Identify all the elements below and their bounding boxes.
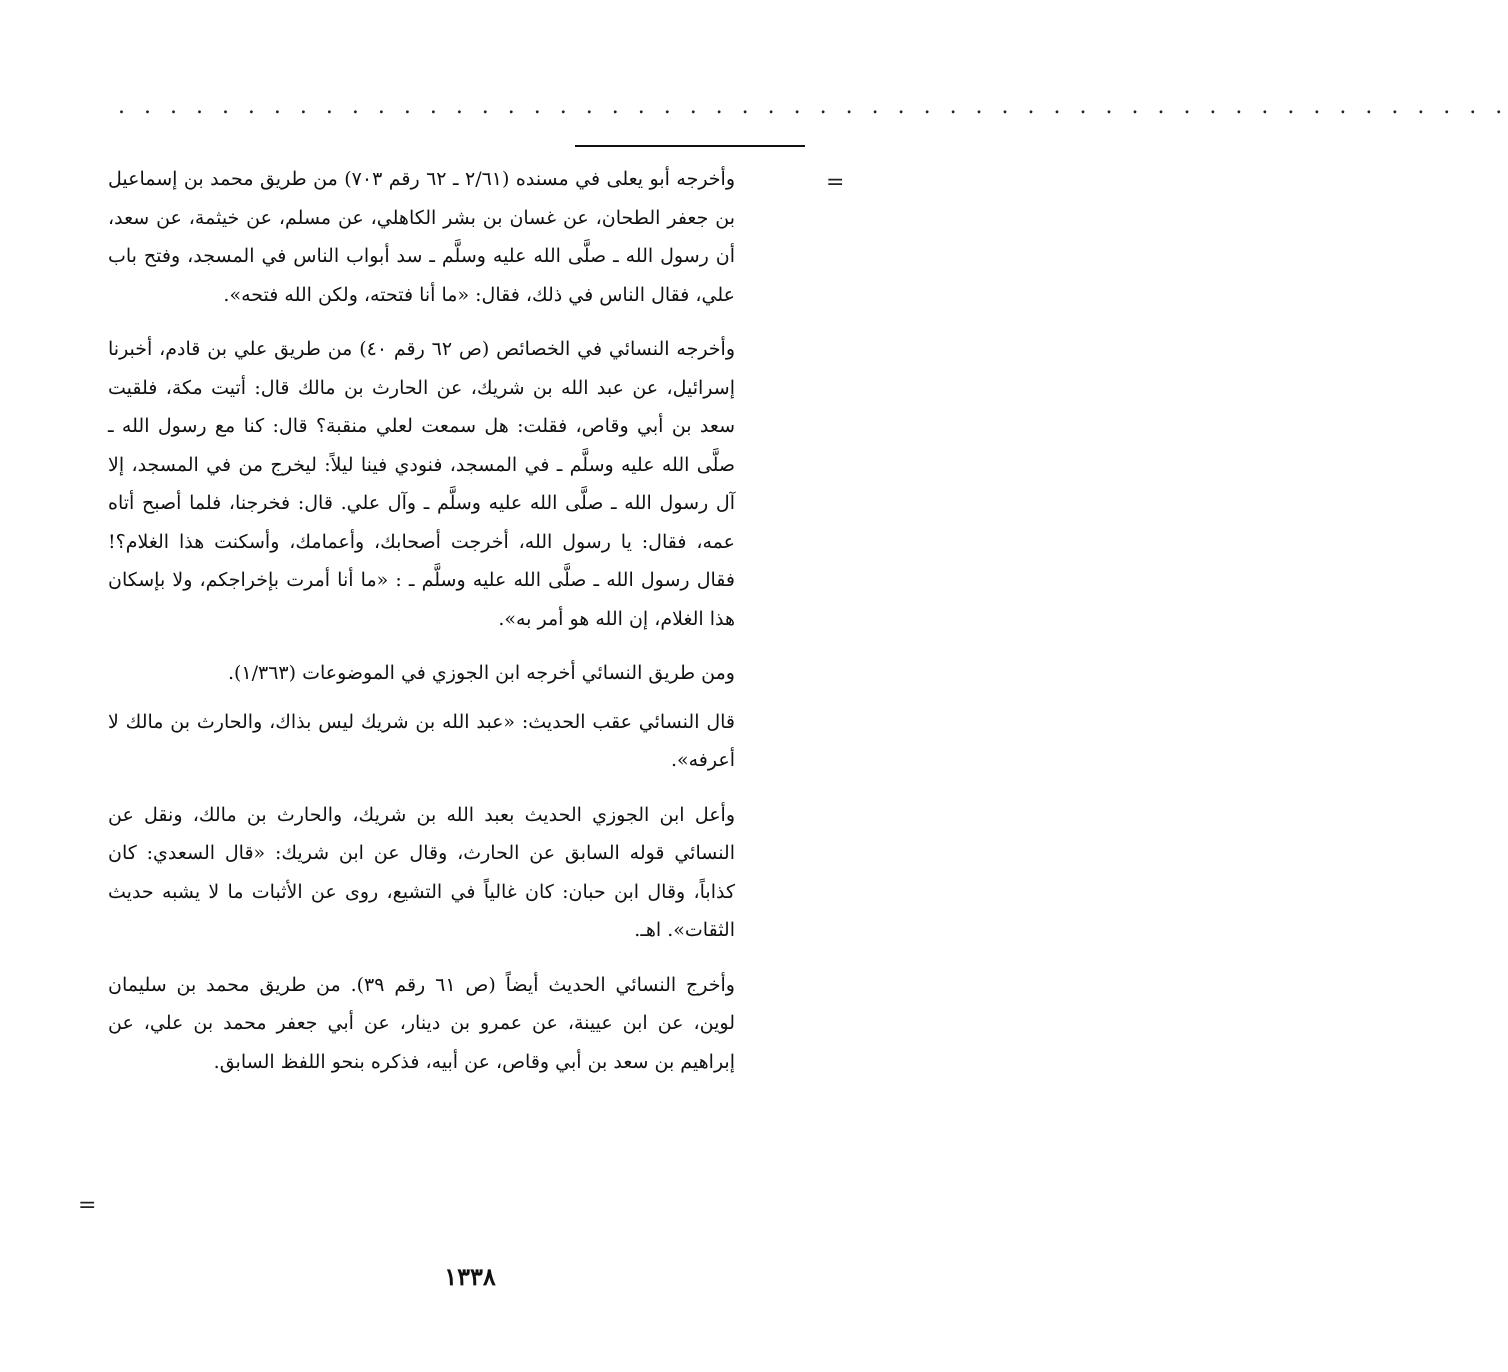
paragraph-nasai-khasais: وأخرجه النسائي في الخصائص (ص ٦٢ رقم ٤٠) من طريق علي بن قادم، أخبرنا إسرائيل، عن عبد الله بن شريك، عن الحارث بن مالك قال: أتيت مكة، فلقيت سعد بن أبي وقاص، فقلت: هل سمعت لعلي منقبة؟ قال: كنا مع رسول الله ـ صلَّى الله عليه وسلَّم ـ في المسجد، فنودي فينا ليلاً: ليخرج من في المسجد، إلا آل رسول الله ـ صلَّى الله عليه وسلَّم ـ وآل علي. قال: فخرجنا، فلما أصبح أتاه عمه، فقال: يا رسول الله، أخرجت أصحابك، وأعمامك، وأسكنت هذا الغلام؟! فقال رسول الله ـ صلَّى الله عليه وسلَّم ـ : «ما أنا أمرت بإخراجكم، ولا بإسكان هذا الغلام، إن الله هو أمر به». xyxy=(108,338,735,630)
paragraph-nasai-comment: قال النسائي عقب الحديث: «عبد الله بن شريك ليس بذاك، والحارث بن مالك لا أعرفه». xyxy=(108,710,735,771)
paragraph-nasai-second: وأخرج النسائي الحديث أيضاً (ص ٦١ رقم ٣٩). من طريق محمد بن سليمان لوين، عن ابن عيينة، عن عمرو بن دينار، عن أبي جعفر محمد بن علي، عن إبراهيم بن سعد بن أبي وقاص، عن أبيه، فذكره بنحو اللفظ السابق. xyxy=(108,973,735,1073)
continuation-marker-bottom: = xyxy=(78,1193,97,1218)
footnote-rule xyxy=(575,145,805,147)
dotted-separator: . . . . . . . . . . . . . . . . . . . . . . . . . . . . . . . . . . . . . . . . . . . . . . . . . . . . . . xyxy=(118,94,1508,119)
footnote-body xyxy=(108,160,735,1097)
paragraph-ibn-jawzi: ومن طريق النسائي أخرجه ابن الجوزي في الموضوعات (١/٣٦٣). xyxy=(227,662,735,684)
page-number: ١٣٣٨ xyxy=(444,1262,496,1291)
paragraph-abu-yala: وأخرجه أبو يعلى في مسنده (٢/٦١ ـ ٦٢ رقم ٧٠٣) من طريق محمد بن إسماعيل بن جعفر الطحان، عن غسان بن بشر الكاهلي، عن مسلم، عن خيثمة، عن سعد، أن رسول الله ـ صلَّى الله عليه وسلَّم ـ سد أبواب الناس في المسجد، وفتح باب علي، فقال الناس في ذلك، فقال: «ما أنا فتحته، ولكن الله فتحه». xyxy=(108,168,735,306)
paragraph-ibn-jawzi-illa: وأعل ابن الجوزي الحديث بعبد الله بن شريك، والحارث بن مالك، ونقل عن النسائي قوله السابق عن الحارث، وقال عن ابن شريك: «قال السعدي: كان كذاباً، وقال ابن حبان: كان غالياً في التشيع، روى عن الأثبات ما لا يشبه حديث الثقات». اهـ. xyxy=(108,803,735,941)
continuation-marker-top: = xyxy=(826,170,845,195)
